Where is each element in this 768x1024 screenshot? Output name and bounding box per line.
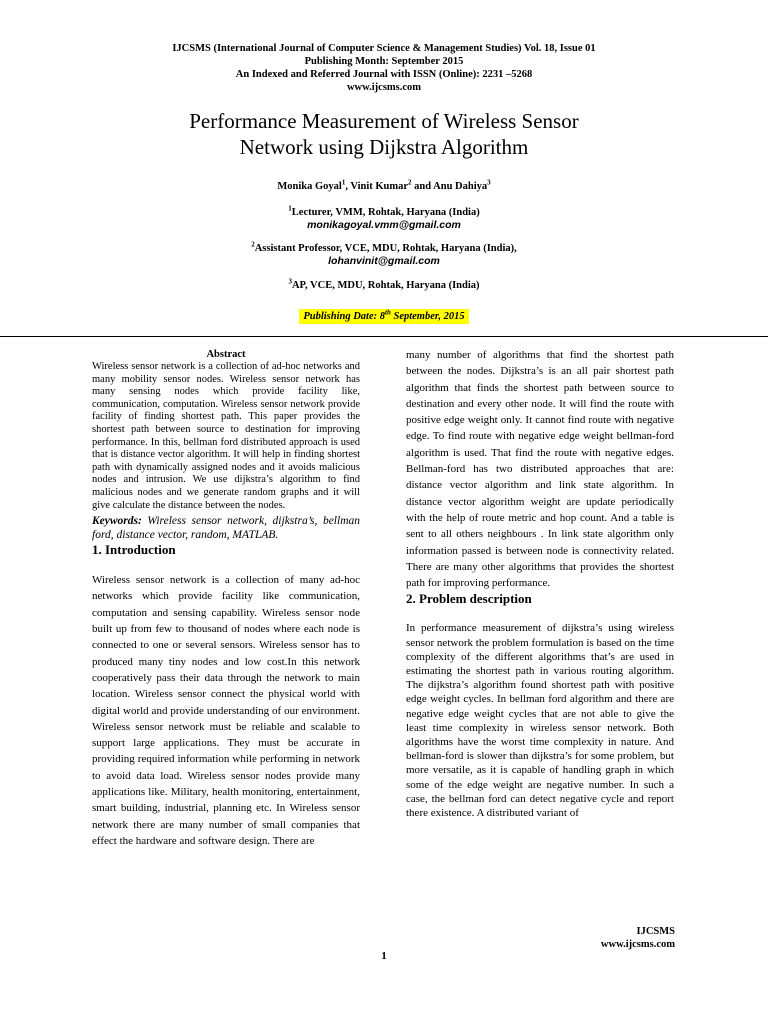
author-affiliation-mark: 1 xyxy=(341,178,346,187)
affiliation-2 xyxy=(0,242,768,268)
introduction-body: Wireless sensor network is a collection of many ad-hoc networks which provide facility like communication, computation and sensing capability. Wireless sensor node built up from few to thousand of nodes where each node is connected to one or several sensors. Wireless sensor has to produced many tiny nodes and low cost.In this network cooperatively pass their data through the network to main location. Wireless sensor connect the physical world with digital world and provide understanding of our environment. Wireless sensor network must be reliable and scalable to support large applications. They must be accurate in providing required information while performing in network to avoid data load. Wireless sensor nodes provide many applications like. Military, health monitoring, entertainment, smart building, industrial, planning etc. In Wireless sensor network there are many number of small companies that effect the hardware and software design. There are xyxy=(92,574,360,847)
author-name: Vinit Kumar xyxy=(350,181,409,192)
affiliation-text: Lecturer, VMM, Rohtak, Haryana (India) xyxy=(291,207,480,218)
affiliation-email: lohanvinit@gmail.com xyxy=(328,255,440,267)
journal-header-url: www.ijcsms.com xyxy=(346,82,422,93)
abstract-heading: Abstract xyxy=(206,349,246,360)
footer-url: www.ijcsms.com xyxy=(600,939,675,950)
affiliation-text: AP, VCE, MDU, Rohtak, Haryana (India) xyxy=(291,280,480,291)
footer-journal-name: IJCSMS xyxy=(636,926,675,937)
problem-description-body: In performance measurement of dijkstra’s using wireless sensor network the problem formulation is based on the time complexity of the different algorithms that’s are used in estimating the shortest path in various routing algorithm. The dijkstra’s algorithm found shortest path with positive edge weight cycles. In bellman ford algorithm and there are negative edge weight cycles that are not able to give the least time complexity in wireless sensor network. Both algorithms have the worst time complexity in nature. And bellman-ford is slower than dijkstra’s for some problem, but more versatile, as it is capable of handling graph in which some of the edge weight are negative number. In such a case, the bellman ford can detect negative cycle and report there existence. A distributed variant of xyxy=(406,622,674,820)
affiliation-institution xyxy=(0,206,768,219)
author-name: Monika Goyal xyxy=(277,181,342,192)
author-separator: and xyxy=(411,181,434,192)
abstract-body: Wireless sensor network is a collection of ad-hoc networks and many mobility sensor nodes. Wireless sensor network has many sensing nodes which provide facility like, communication, computation. Wireless sensor network provide facility of finding shortest path. This paper provides the shortest path between source to destination for improving performance. In this, bellman ford distributed approach is used that is distance vector algorithm. It will help in finding shortest path with dynamically assigned nodes and it avoids malicious nodes and intrusion. We use dijkstra’s algorithm to find malicious nodes and we generate random graphs and it will give calculate the distance between the nodes. xyxy=(92,361,360,511)
introduction-continued-body: many number of algorithms that find the shortest path between the nodes. Dijkstra’s is an all pair shortest path algorithm that finds the shortest path between source to destination and every other node. It will find the route with positive edge weight only. It cannot find route with negative edge. To find route with negative edge weight bellman-ford algorithm is used. That find the route with negative edges. Bellman-ford has two distributed approaches that are: distance vector algorithm and link state algorithm. In distance vector algorithm weight are update periodically with the help of route metric and hop count. And a table is sent to all others neighbours . In link state algorithm only information passed is between node is connectivity related. There are many other algorithms that provides the shortest path for improving performance. xyxy=(406,349,674,590)
problem-description-heading: 2. Problem description xyxy=(406,591,532,607)
author-affiliation-mark: 2 xyxy=(408,178,412,187)
keywords-list: Wireless sensor network, dijkstra’s, bellman ford, distance vector, random, MATLAB. xyxy=(92,515,360,542)
publishing-date-prefix: Publishing Date: 8 xyxy=(303,311,386,322)
author-name: Anu Dahiya xyxy=(433,181,488,192)
affiliation-1 xyxy=(0,206,768,232)
left-column xyxy=(92,348,360,849)
affiliation-mark: 2 xyxy=(251,240,255,249)
affiliation-institution xyxy=(0,279,768,292)
footer-brand xyxy=(560,925,675,951)
paper-title-line-2: Network using Dijkstra Algorithm xyxy=(239,135,529,159)
journal-header-line-2: Publishing Month: September 2015 xyxy=(304,56,464,67)
paper-title xyxy=(0,108,768,160)
affiliation-institution xyxy=(0,242,768,255)
introduction-heading: 1. Introduction xyxy=(92,542,176,558)
keywords-label: Keywords: xyxy=(92,515,142,528)
header-divider xyxy=(0,336,768,337)
journal-header-line-1: IJCSMS (International Journal of Computer Science & Management Studies) Vol. 18, Issue 01 xyxy=(172,43,596,54)
keywords xyxy=(92,514,360,542)
right-column xyxy=(406,347,674,820)
journal-header xyxy=(0,42,768,94)
journal-header-line-3: An Indexed and Referred Journal with ISSN (Online): 2231 –5268 xyxy=(235,69,533,80)
author-list xyxy=(0,180,768,193)
author-separator: , xyxy=(345,181,351,192)
affiliation-mark: 3 xyxy=(288,277,292,286)
author-affiliation-mark: 3 xyxy=(487,178,491,187)
paper-title-line-1: Performance Measurement of Wireless Sensor xyxy=(189,109,579,133)
affiliation-text: Assistant Professor, VCE, MDU, Rohtak, Haryana (India), xyxy=(254,243,517,254)
affiliation-email: monikagoyal.vmm@gmail.com xyxy=(307,219,461,231)
affiliation-mark: 1 xyxy=(288,204,292,213)
publishing-date-wrapper xyxy=(0,306,768,324)
publishing-date-highlight xyxy=(299,309,468,324)
page-number: 1 xyxy=(381,950,387,962)
publishing-date-ordinal: th xyxy=(385,308,391,317)
affiliation-3 xyxy=(0,279,768,292)
publishing-date-suffix: September, 2015 xyxy=(390,311,465,322)
